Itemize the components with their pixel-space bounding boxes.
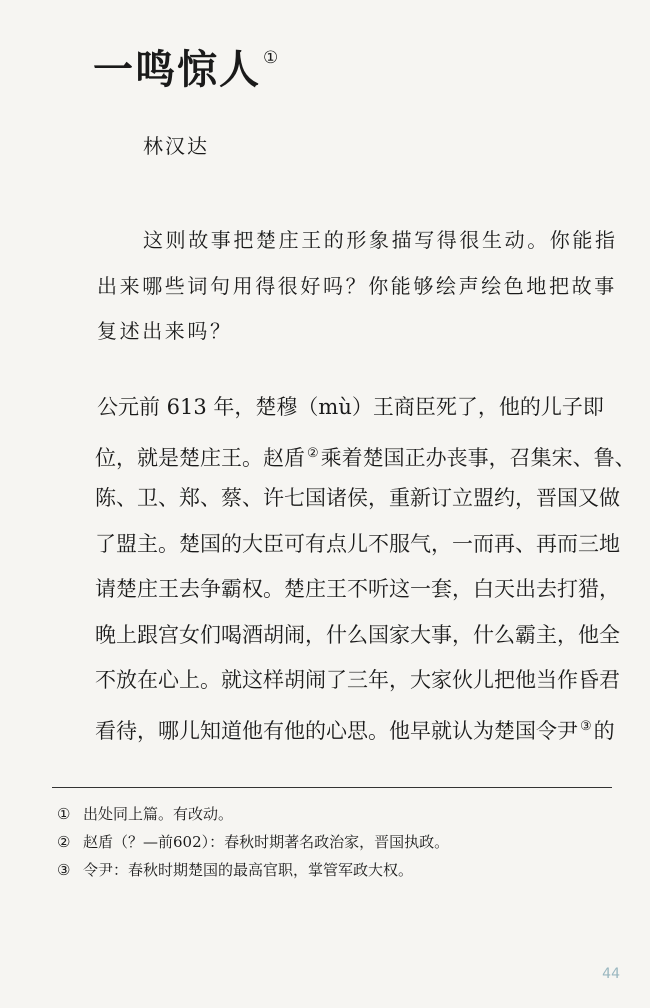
footnote-text: 出处同上篇。有改动。 xyxy=(83,805,234,823)
page-title: 一鸣惊人 xyxy=(93,47,261,93)
body-text-segment: 看待，哪儿知道他有他的心思。他早就认为楚国令尹 xyxy=(95,718,578,743)
reading-prompt xyxy=(97,218,618,355)
body-line xyxy=(95,704,620,750)
footnote-mark: ③ xyxy=(57,861,71,879)
author-name: 林汉达 xyxy=(143,134,209,158)
body-text-segment: 乘着楚国正办丧事，召集宋、鲁、 xyxy=(320,445,636,470)
footnote-text: 赵盾（？—前602）：春秋时期著名政治家，晋国执政。 xyxy=(83,833,450,851)
body-line: 请楚庄王去争霸权。楚庄王不听这一套，白天出去打猎， xyxy=(95,577,620,601)
body-line xyxy=(95,431,636,477)
body-line: 陈、卫、郑、蔡、许七国诸侯，重新订立盟约，晋国又做 xyxy=(95,486,620,510)
prompt-line: 这则故事把楚庄王的形象描写得很生动。你能指 xyxy=(143,228,618,252)
footnote-text: 令尹：春秋时期楚国的最高官职，掌管军政大权。 xyxy=(83,861,414,879)
prompt-line: 复述出来吗？ xyxy=(97,319,233,343)
body-text-segment: 位，就是楚庄王。赵盾 xyxy=(95,445,305,470)
footnotes xyxy=(57,800,449,884)
footnote-item xyxy=(57,856,449,884)
footnote-mark: ① xyxy=(57,805,71,823)
story-body xyxy=(95,385,636,749)
body-line: 公元前 613 年，楚穆（mù）王商臣死了，他的儿子即 xyxy=(97,395,604,419)
prompt-line: 出来哪些词句用得很好吗？你能够绘声绘色地把故事 xyxy=(97,273,617,298)
footnote-mark: ② xyxy=(57,833,71,851)
body-line: 晚上跟宫女们喝酒胡闹，什么国家大事，什么霸主，他全 xyxy=(95,622,620,647)
page-number: 44 xyxy=(602,966,620,982)
body-line: 了盟主。楚国的大臣可有点儿不服气，一而再、再而三地 xyxy=(95,531,620,556)
body-text-segment: 的 xyxy=(593,718,615,743)
footnote-ref: ② xyxy=(307,445,319,461)
footnote-divider xyxy=(52,787,612,788)
title-footnote-ref: ① xyxy=(263,48,279,68)
footnote-item xyxy=(57,828,449,856)
footnote-item xyxy=(57,800,449,828)
footnote-ref: ③ xyxy=(580,718,592,734)
body-line: 不放在心上。就这样胡闹了三年，大家伙儿把他当作昏君 xyxy=(95,668,620,692)
title-block xyxy=(93,38,278,95)
